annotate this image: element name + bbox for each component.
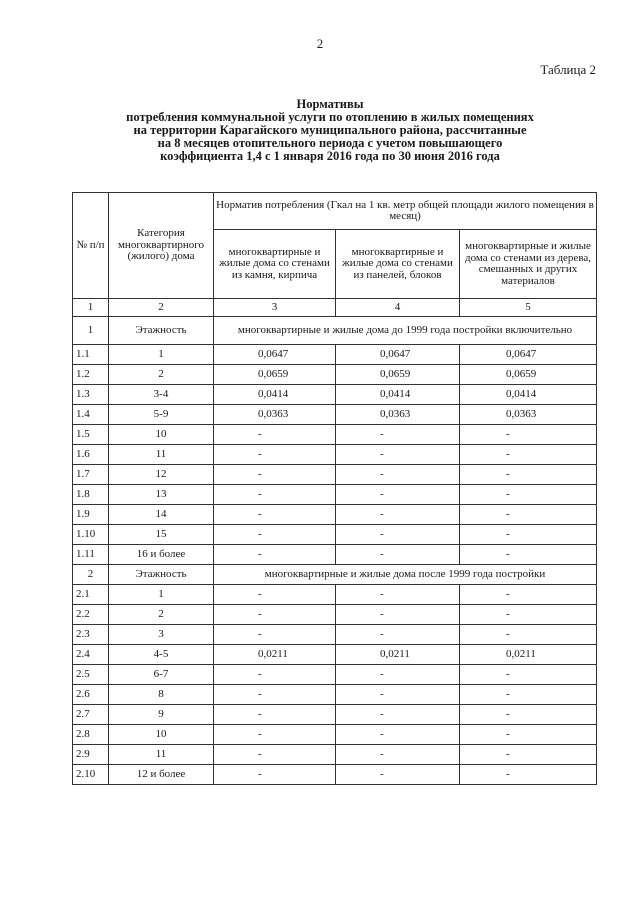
row-floors: 1 (109, 585, 214, 605)
row-stone-value: - (214, 545, 336, 565)
row-num: 1.4 (73, 405, 109, 425)
column-number: 1 (73, 299, 109, 317)
row-panel-value: - (336, 485, 460, 505)
row-floors: 8 (109, 685, 214, 705)
row-wood-value: 0,0363 (460, 405, 597, 425)
row-panel-value: - (336, 765, 460, 785)
row-num: 2.9 (73, 745, 109, 765)
row-num: 1.6 (73, 445, 109, 465)
row-num: 2.1 (73, 585, 109, 605)
section-label: Этажность (109, 565, 214, 585)
row-stone-value: - (214, 605, 336, 625)
row-floors: 10 (109, 425, 214, 445)
row-stone-value: 0,0211 (214, 645, 336, 665)
row-panel-value: - (336, 465, 460, 485)
row-floors: 2 (109, 605, 214, 625)
row-stone-value: 0,0647 (214, 345, 336, 365)
table-row (73, 345, 597, 365)
row-panel-value: - (336, 585, 460, 605)
row-num: 1.10 (73, 525, 109, 545)
column-number: 2 (109, 299, 214, 317)
norms-table (72, 192, 597, 785)
header-panel: многоквартирные и жилые дома со стенами из панелей, блоков (336, 230, 460, 299)
table-row (73, 405, 597, 425)
row-floors: 3-4 (109, 385, 214, 405)
row-stone-value: - (214, 585, 336, 605)
row-panel-value: - (336, 525, 460, 545)
row-wood-value: - (460, 705, 597, 725)
section-row (73, 565, 597, 585)
row-panel-value: - (336, 445, 460, 465)
row-stone-value: - (214, 505, 336, 525)
row-floors: 12 и более (109, 765, 214, 785)
row-panel-value: 0,0647 (336, 345, 460, 365)
section-row (73, 317, 597, 345)
table-row (73, 365, 597, 385)
row-wood-value: - (460, 665, 597, 685)
row-panel-value: - (336, 505, 460, 525)
table-row (73, 485, 597, 505)
table-row (73, 725, 597, 745)
row-wood-value: 0,0414 (460, 385, 597, 405)
row-num: 1.11 (73, 545, 109, 565)
title-line: на территории Карагайского муниципального района, рассчитанные (133, 123, 527, 137)
row-wood-value: - (460, 685, 597, 705)
section-description: многоквартирные и жилые дома после 1999 года постройки (214, 565, 597, 585)
row-panel-value: - (336, 665, 460, 685)
row-num: 1.3 (73, 385, 109, 405)
table-row (73, 385, 597, 405)
row-num: 2.6 (73, 685, 109, 705)
table-row (73, 585, 597, 605)
row-floors: 2 (109, 365, 214, 385)
title-line: Нормативы (296, 97, 364, 111)
row-floors: 12 (109, 465, 214, 485)
row-floors: 13 (109, 485, 214, 505)
row-stone-value: - (214, 705, 336, 725)
row-panel-value: - (336, 745, 460, 765)
table-row (73, 645, 597, 665)
row-panel-value: - (336, 625, 460, 645)
section-description: многоквартирные и жилые дома до 1999 года постройки включительно (214, 317, 597, 345)
row-wood-value: - (460, 605, 597, 625)
row-stone-value: 0,0363 (214, 405, 336, 425)
table-row (73, 665, 597, 685)
table-row (73, 705, 597, 725)
row-num: 2.10 (73, 765, 109, 785)
row-num: 1.2 (73, 365, 109, 385)
row-floors: 10 (109, 725, 214, 745)
row-stone-value: - (214, 425, 336, 445)
table-row (73, 545, 597, 565)
row-num: 1.9 (73, 505, 109, 525)
header-category: Категория многоквартирного (жилого) дома (109, 193, 214, 299)
column-number: 3 (214, 299, 336, 317)
header-norm-group: Норматив потребления (Гкал на 1 кв. метр общей площади жилого помещения в месяц) (214, 193, 597, 230)
row-floors: 9 (109, 705, 214, 725)
row-stone-value: - (214, 745, 336, 765)
table-row (73, 445, 597, 465)
row-num: 1.8 (73, 485, 109, 505)
row-wood-value: - (460, 525, 597, 545)
row-wood-value: - (460, 725, 597, 745)
row-stone-value: - (214, 625, 336, 645)
row-num: 2.7 (73, 705, 109, 725)
row-panel-value: - (336, 725, 460, 745)
row-floors: 4-5 (109, 645, 214, 665)
row-wood-value: - (460, 445, 597, 465)
title-line: на 8 месяцев отопительного периода с учетом повышающего (157, 136, 503, 150)
row-panel-value: 0,0363 (336, 405, 460, 425)
row-floors: 6-7 (109, 665, 214, 685)
table-row (73, 765, 597, 785)
document-title (60, 98, 600, 163)
row-wood-value: 0,0647 (460, 345, 597, 365)
row-floors: 5-9 (109, 405, 214, 425)
row-panel-value: - (336, 685, 460, 705)
row-stone-value: - (214, 665, 336, 685)
row-wood-value: - (460, 745, 597, 765)
row-floors: 1 (109, 345, 214, 365)
header-stone: многоквартирные и жилые дома со стенами из камня, кирпича (214, 230, 336, 299)
table-row (73, 525, 597, 545)
table-row (73, 685, 597, 705)
row-panel-value: - (336, 605, 460, 625)
row-panel-value: - (336, 425, 460, 445)
row-panel-value: - (336, 545, 460, 565)
row-floors: 15 (109, 525, 214, 545)
row-wood-value: - (460, 545, 597, 565)
table-row (73, 505, 597, 525)
row-stone-value: 0,0659 (214, 365, 336, 385)
row-stone-value: - (214, 465, 336, 485)
row-panel-value: 0,0659 (336, 365, 460, 385)
table-label: Таблица 2 (540, 62, 596, 77)
row-stone-value: - (214, 725, 336, 745)
section-num: 2 (73, 565, 109, 585)
row-wood-value: - (460, 485, 597, 505)
table-row (73, 625, 597, 645)
row-wood-value: 0,0211 (460, 645, 597, 665)
row-stone-value: - (214, 685, 336, 705)
row-floors: 3 (109, 625, 214, 645)
table-row (73, 425, 597, 445)
section-num: 1 (73, 317, 109, 345)
row-wood-value: - (460, 765, 597, 785)
row-floors: 11 (109, 445, 214, 465)
row-stone-value: 0,0414 (214, 385, 336, 405)
row-stone-value: - (214, 485, 336, 505)
table-body (73, 299, 597, 785)
row-floors: 11 (109, 745, 214, 765)
row-num: 2.4 (73, 645, 109, 665)
table-row (73, 745, 597, 765)
row-panel-value: 0,0414 (336, 385, 460, 405)
column-number: 5 (460, 299, 597, 317)
row-num: 1.5 (73, 425, 109, 445)
row-num: 2.2 (73, 605, 109, 625)
row-wood-value: - (460, 465, 597, 485)
table-row (73, 605, 597, 625)
row-num: 1.1 (73, 345, 109, 365)
row-wood-value: - (460, 625, 597, 645)
row-wood-value: - (460, 425, 597, 445)
column-number: 4 (336, 299, 460, 317)
row-num: 2.3 (73, 625, 109, 645)
section-label: Этажность (109, 317, 214, 345)
page-number: 2 (316, 36, 324, 51)
header-wood: многоквартирные и жилые дома со стенами из дерева, смешанных и других материалов (460, 230, 597, 299)
header-num: № п/п (73, 193, 109, 299)
row-wood-value: - (460, 505, 597, 525)
row-num: 1.7 (73, 465, 109, 485)
row-stone-value: - (214, 765, 336, 785)
row-panel-value: - (336, 705, 460, 725)
row-wood-value: - (460, 585, 597, 605)
row-panel-value: 0,0211 (336, 645, 460, 665)
row-wood-value: 0,0659 (460, 365, 597, 385)
row-num: 2.8 (73, 725, 109, 745)
table-row (73, 465, 597, 485)
row-floors: 14 (109, 505, 214, 525)
column-numbers-row (73, 299, 597, 317)
title-line: потребления коммунальной услуги по отоплению в жилых помещениях (126, 110, 534, 124)
row-stone-value: - (214, 525, 336, 545)
row-floors: 16 и более (109, 545, 214, 565)
row-stone-value: - (214, 445, 336, 465)
row-num: 2.5 (73, 665, 109, 685)
title-line: коэффициента 1,4 с 1 января 2016 года по 30 июня 2016 года (160, 149, 500, 163)
